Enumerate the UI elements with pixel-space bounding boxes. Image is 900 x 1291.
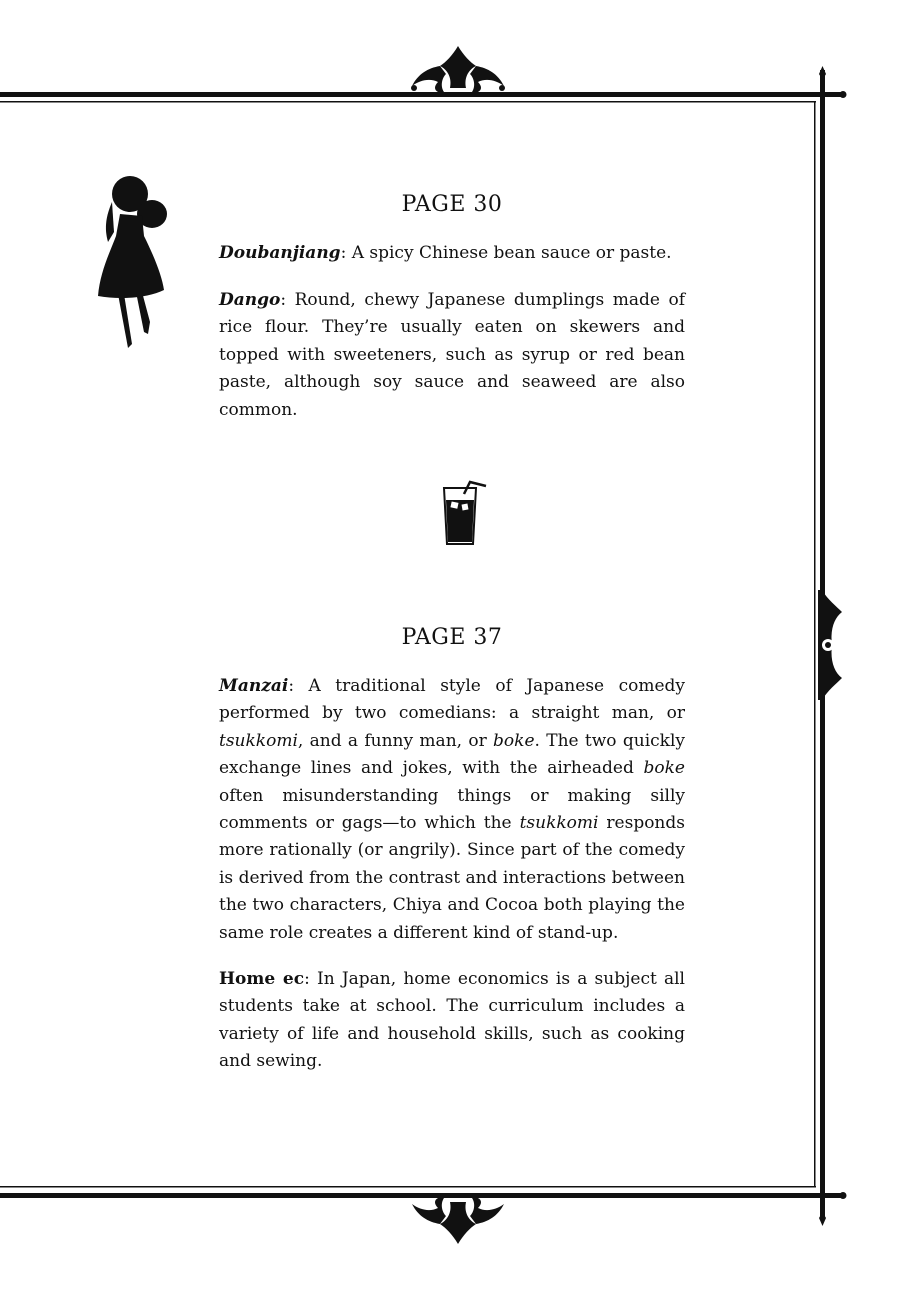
girl-silhouette-icon [92, 172, 172, 350]
glossary-definition: : A traditional style of Japanese comedy performed by two comedians: a straight man, or [219, 676, 685, 724]
glossary-definition: : In Japan, home economics is a subject all students take at school. The curriculum includes a variety of life and household skills, such as cooking and sewing. [219, 969, 685, 1072]
glossary-definition: : Round, chewy Japanese dumplings made of rice flour. They’re usually eaten on skewers and topped with sweeteners, such as syrup or red bean paste, although soy sauce and seaweed are also common. [219, 290, 685, 420]
bottom-flourish-icon [412, 1198, 504, 1244]
glossary-entry-dango [219, 287, 685, 424]
glossary-entry-home-ec [219, 966, 685, 1076]
section-heading-page-30: PAGE 30 [401, 192, 503, 217]
glossary-definition: , and a funny man, or [297, 730, 494, 751]
iced-drink-icon [440, 478, 490, 548]
glossary-definition: often misunderstanding things or making silly comments or gags—to which the [219, 785, 685, 834]
glossary-definition: . The two quickly exchange lines and jokes, with the airheaded [219, 730, 685, 779]
glossary-term: Dango [219, 290, 281, 310]
glossary-term: Home ec [219, 969, 305, 989]
section-heading-page-37: PAGE 37 [401, 625, 503, 650]
glossary-entry-manzai [219, 673, 685, 947]
glossary-term: Manzai [219, 676, 289, 696]
glossary-definition: : A spicy Chinese bean sauce or paste. [340, 243, 672, 263]
glossary-italic-word: boke [493, 730, 535, 751]
top-flourish-icon [411, 46, 505, 92]
glossary-italic-word: boke [643, 758, 685, 779]
side-flourish-icon [818, 590, 842, 700]
glossary-italic-word: tsukkomi [519, 813, 599, 834]
glossary-term: Doubanjiang [219, 243, 341, 263]
glossary-definition: responds more rationally (or angrily). Since part of the comedy is derived from the contrast and interactions between the two characters, Chiya and Cocoa both playing the same role creates a different kind of stand-up. [219, 813, 685, 943]
glossary-italic-word: tsukkomi [219, 730, 298, 751]
glossary-entry-doubanjiang [219, 240, 685, 267]
